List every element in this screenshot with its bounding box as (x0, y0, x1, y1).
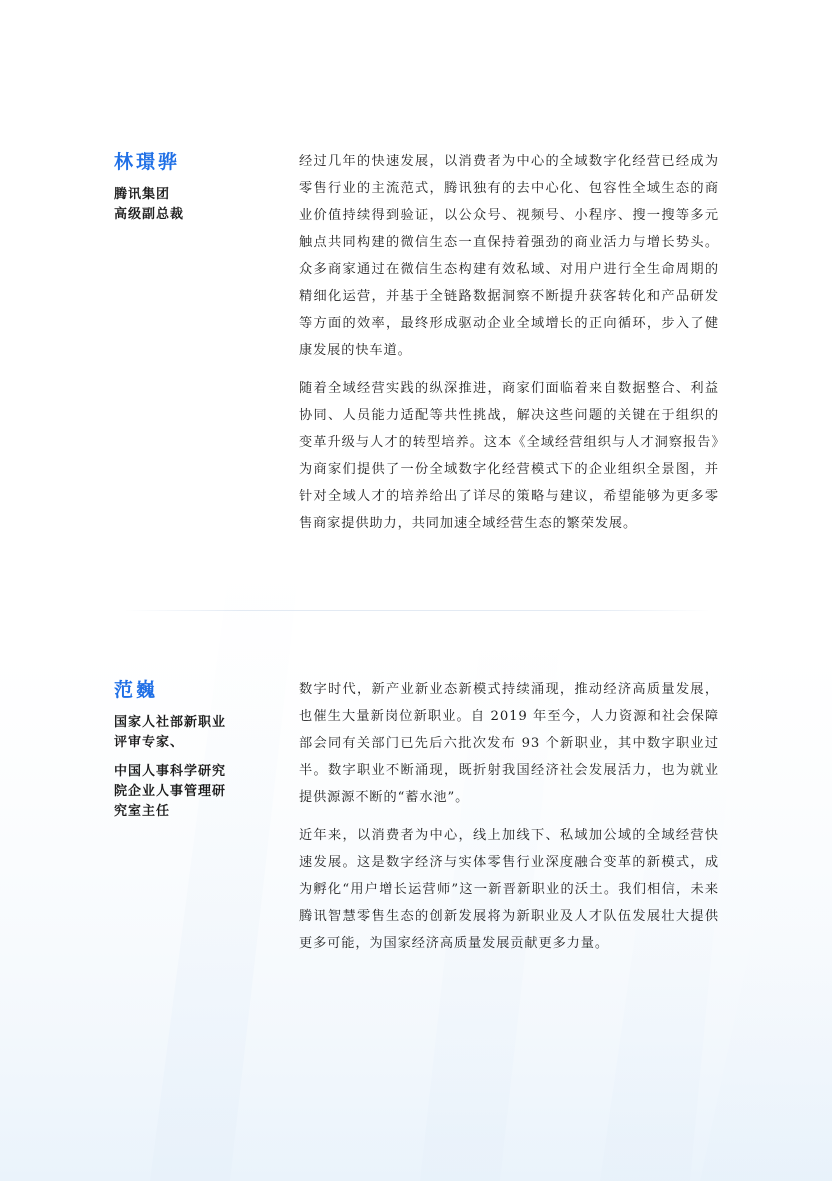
author-block (114, 678, 274, 831)
author-title: 中国人事科学研究 院企业人事管理研 究室主任 (114, 764, 227, 819)
author-name: 林璟骅 (114, 151, 181, 173)
author-title: 国家人社部新职业 评审专家、 (114, 715, 227, 750)
paragraph: 经过几年的快速发展，以消费者为中心的全域数字化经营已经成为零售行业的主流范式，腾讯独有的去中心化、包容性全域生态的商业价值持续得到验证，以公众号、视频号、小程序、搜一搜等多元触点共同构建的微信生态一直保持着强劲的商业活力与增长势头。众多商家通过在微信生态构建有效私域、对用户进行全生命周期的精细化运营，并基于全链路数据洞察不断提升获客转化和产品研发等方面的效率，最终形成驱动企业全域增长的正向循环，步入了健康发展的快车道。 (299, 154, 719, 358)
paragraph: 数字时代，新产业新业态新模式持续涌现，推动经济高质量发展，也催生大量新岗位新职业。自 2019 年至今，人力资源和社会保障部会同有关部门已先后六批次发布 93 个新职业，其中数字职业过半。数字职业不断涌现，既折射我国经济社会发展活力，也为就业提供源源不断的“蓄水池”。 (299, 682, 719, 805)
paragraph: 随着全域经营实践的纵深推进，商家们面临着来自数据整合、利益协同、人员能力适配等共性挑战，解决这些问题的关键在于组织的变革升级与人才的转型培养。这本《全域经营组织与人才洞察报告》为商家们提供了一份全域数字化经营模式下的企业组织全景图，并针对全域人才的培养给出了详尽的策略与建议，希望能够为更多零售商家提供助力，共同加速全域经营生态的繁荣发展。 (299, 381, 719, 531)
author-name: 范巍 (114, 679, 159, 701)
foreword-body (299, 676, 719, 968)
foreword-body (299, 148, 719, 548)
author-title: 腾讯集团 高级副总裁 (114, 187, 185, 222)
section-divider (124, 610, 710, 611)
author-block (114, 150, 274, 234)
paragraph: 近年来，以消费者为中心，线上加线下、私域加公域的全域经营快速发展。这是数字经济与实体零售行业深度融合变革的新模式，成为孵化“用户增长运营师”这一新晋新职业的沃土。我们相信，未来腾讯智慧零售生态的创新发展将为新职业及人才队伍发展壮大提供更多可能，为国家经济高质量发展贡献更多力量。 (299, 828, 719, 951)
